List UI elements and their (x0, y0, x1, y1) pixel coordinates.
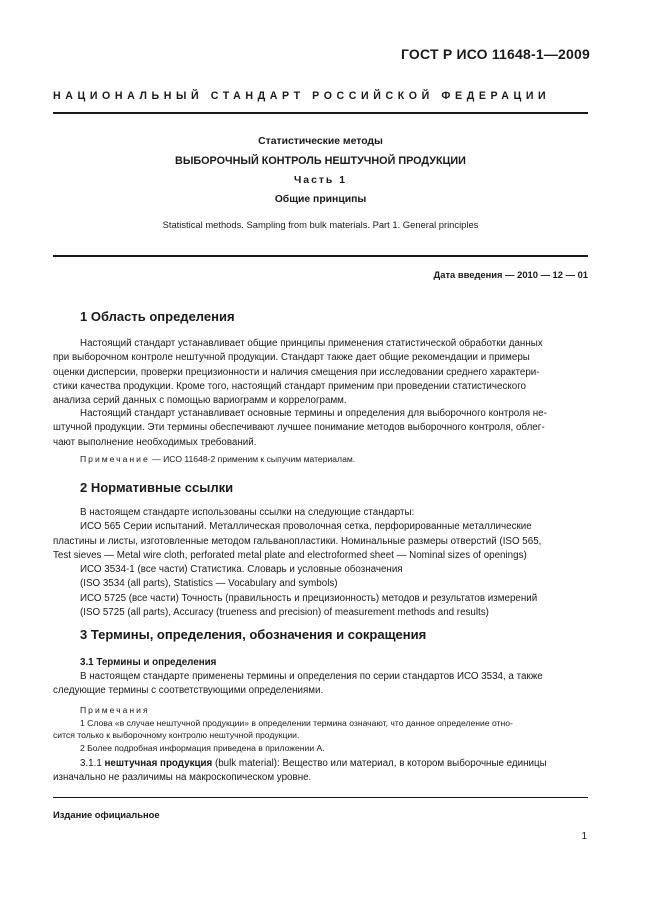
title-rule (53, 255, 588, 257)
introduction-date: Дата введения — 2010 — 12 — 01 (433, 269, 588, 280)
title-subtitle: Общие принципы (274, 194, 367, 205)
section-3-heading: 3 Термины, определения, обозначения и сокращения (80, 627, 427, 642)
section-3-notes: Примечания 1 Слова «в случае нештучной продукции» в определении термина означают, что данное определение отно- сится только к выборочному контролю нештучной продукции. 2 Более подробная информация приведена в приложении А. (53, 705, 513, 753)
section-3-1-heading: 3.1 Термины и определения (80, 657, 217, 668)
edition-label: Издание официальное (53, 809, 160, 820)
standard-code: ГОСТ Р ИСО 11648-1—2009 (400, 46, 590, 62)
title-group: Статистические методы (258, 136, 383, 147)
footer-rule (53, 797, 588, 798)
page-number: 1 (581, 831, 587, 842)
term-3-1-1: 3.1.1 нештучная продукция (bulk material): Вещество или материал, в котором выборочные единицы изначально не различимы на макроскопическом уровне. (53, 758, 547, 784)
section-1-paragraph-1: Настоящий стандарт устанавливает общие принципы применения статистической обработки данных при выборочном контроле нештучной продукции. Стандарт также дает общие рекомендации и примеры оценки дисперсии, проверки прецизионности и наличия смещения при исследовании среднего характери- стики качества продукции. Кроме того, настоящий стандарт применим при проведении статистического анализа серий данных с помощью вариограмм и коррелограмм. (53, 338, 543, 407)
section-1-paragraph-2: Настоящий стандарт устанавливает основные термины и определения для выборочного контроля не- штучной продукции. Эти термины обеспечивают лучшее понимание методов выборочного контроля, облег- чают выполнение необходимых требований. (53, 408, 547, 448)
term-name: нештучная продукция (104, 758, 213, 769)
title-english: Statistical methods. Sampling from bulk materials. Part 1. General principles (162, 219, 479, 230)
top-rule (53, 112, 588, 114)
title-main: ВЫБОРОЧНЫЙ КОНТРОЛЬ НЕШТУЧНОЙ ПРОДУКЦИИ (175, 155, 466, 167)
section-1-note: Примечание — ИСО 11648-2 применим к сыпучим материалам. (80, 454, 356, 464)
section-2-heading: 2 Нормативные ссылки (80, 480, 234, 495)
title-part: Часть 1 (293, 175, 347, 186)
section-3-1-paragraph: В настоящем стандарте применены термины и определения по серии стандартов ИСО 3534, а также следующие термины с соответствующими определениями. (53, 671, 543, 697)
national-standard-banner: НАЦИОНАЛЬНЫЙ СТАНДАРТ РОССИЙСКОЙ ФЕДЕРАЦИИ (53, 90, 551, 102)
section-2-references: В настоящем стандарте использованы ссылки на следующие стандарты: ИСО 565 Серии испытаний. Металлическая проволочная сетка, перфорированные металлические пластины и листы, изготовленные методом гальванопластики. Номинальные размеры отверстий (ISO 565, Test sieves — Metal wire cloth, perforated metal plate and electroformed sheet — Nominal sizes of openings) ИСО 3534-1 (все части) Статистика. Словарь и условные обозначения (ISO 3534 (all parts), Statistics — Vocabulary and symbols) ИСО 5725 (все части) Точность (правильность и прецизионность) методов и результатов измерений (ISO 5725 (all parts), Accuracy (trueness and precision) of measurement methods and results) (53, 507, 542, 619)
section-1-heading: 1 Область определения (80, 309, 235, 324)
